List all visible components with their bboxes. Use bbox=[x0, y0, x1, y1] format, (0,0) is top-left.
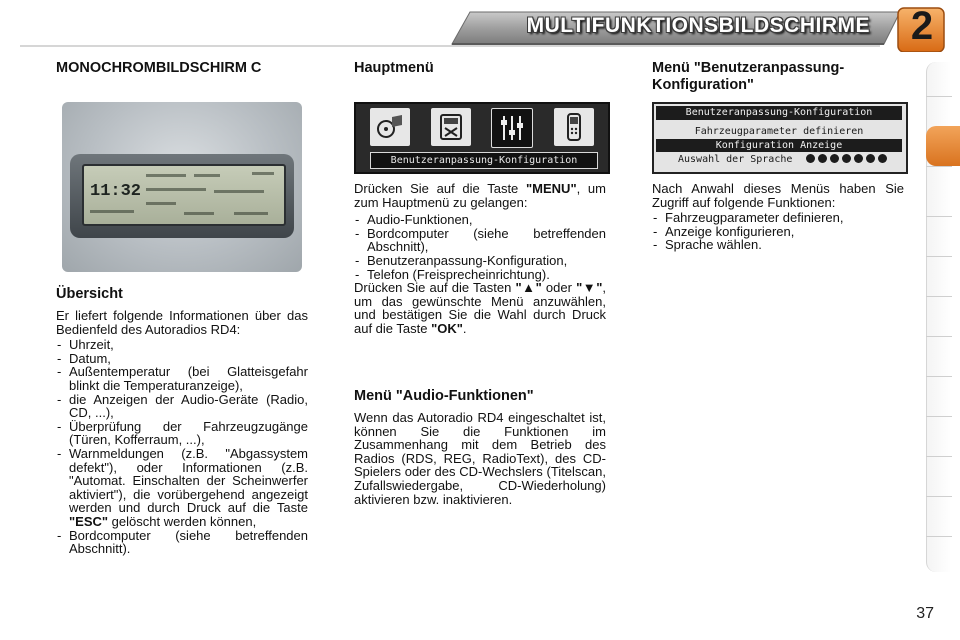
display-segment bbox=[252, 172, 274, 175]
up-key-label: "▲" bbox=[515, 280, 542, 296]
list-item: - Außentemperatur (bei Glatteisgefahr blinkt die Temperaturanzeige), bbox=[56, 365, 308, 392]
middle-column bbox=[354, 60, 606, 77]
audio-functions-text: Wenn das Autoradio RD4 eingeschaltet ist, können Sie die Funktionen im Zusammenhang mit dem Betrieb des Radios (RDS, REG, RadioText), des CD-Spielers oder des CD-Wechslers (Titelscan, Zufallswiedergabe, CD-Wiederholung) aktivieren bzw. inaktivieren. bbox=[354, 410, 606, 507]
main-menu-screen bbox=[354, 102, 610, 174]
nav-text: . bbox=[462, 320, 467, 336]
warn-text: Warnmeldungen (z.B. "Abgassystem defekt"), oder Informationen (z.B. "Automat. Einschalten der Scheinwerfer aktiviert"), die vorübergehend angezeigt werden und durch Druck auf die Taste bbox=[69, 445, 308, 516]
configuration-section bbox=[652, 182, 904, 252]
list-item: - Benutzeranpassung-Konfiguration, bbox=[354, 254, 606, 268]
display-segment bbox=[146, 202, 176, 205]
side-tab[interactable] bbox=[926, 452, 952, 457]
side-tab[interactable] bbox=[926, 532, 952, 537]
overview-intro: Er liefert folgende Informationen über das Bedienfeld des Autoradios RD4: bbox=[56, 308, 308, 337]
flag-icon bbox=[854, 154, 863, 163]
overview-section bbox=[56, 286, 308, 556]
config-screen-title: Benutzeranpassung-Konfiguration bbox=[656, 106, 902, 120]
display-bezel bbox=[70, 154, 294, 238]
dashboard-display-photo bbox=[62, 102, 302, 272]
telephone-icon bbox=[554, 108, 594, 146]
config-row-language bbox=[656, 153, 902, 166]
list-item: - Anzeige konfigurieren, bbox=[652, 225, 904, 239]
section-heading-monochrome: MONOCHROMBILDSCHIRM C bbox=[56, 60, 262, 76]
nav-text: , um das gewünschte Menü anzuwählen, und bestätigen Sie die Wahl durch Druck auf die Taste bbox=[354, 280, 606, 336]
audio-functions-icon bbox=[370, 108, 410, 146]
configuration-intro: Nach Anwahl dieses Menüs haben Sie Zugriff auf folgende Funktionen: bbox=[652, 181, 904, 210]
list-item: - die Anzeigen der Audio-Geräte (Radio, CD, ...), bbox=[56, 393, 308, 420]
flag-icon bbox=[830, 154, 839, 163]
nav-text: oder bbox=[541, 280, 577, 296]
press-tail: , um zum Hauptmenü zu gelangen: bbox=[354, 181, 606, 210]
list-item: - Fahrzeugparameter definieren, bbox=[652, 211, 904, 225]
config-row-label: Auswahl der Sprache bbox=[678, 154, 793, 165]
overview-list bbox=[56, 338, 308, 556]
list-item: - Sprache wählen. bbox=[652, 238, 904, 252]
configuration-icon bbox=[491, 108, 533, 148]
list-item: - Bordcomputer (siehe betreffenden Abschnitt), bbox=[354, 227, 606, 254]
list-item: - Uhrzeit, bbox=[56, 338, 308, 352]
config-row-selected: Konfiguration Anzeige bbox=[656, 139, 902, 152]
display-segment bbox=[194, 174, 220, 177]
list-item: - Audio-Funktionen, bbox=[354, 213, 606, 227]
list-item-warnings bbox=[56, 447, 308, 529]
main-menu-caption: Benutzeranpassung-Konfiguration bbox=[370, 152, 598, 169]
audio-functions-section bbox=[354, 388, 606, 506]
side-tab[interactable] bbox=[926, 92, 952, 97]
configuration-menu-screen bbox=[652, 102, 908, 174]
side-tab[interactable] bbox=[926, 492, 952, 497]
main-menu-icons bbox=[360, 108, 604, 150]
list-item: - Telefon (Freisprecheinrichtung). bbox=[354, 268, 606, 282]
list-item: - Datum, bbox=[56, 352, 308, 366]
display-segment bbox=[90, 210, 134, 213]
side-tab[interactable] bbox=[926, 332, 952, 337]
section-heading-configuration: Menü "Benutzeranpassung-Konfiguration" bbox=[652, 60, 845, 93]
configuration-list bbox=[652, 211, 904, 252]
page-title: MULTIFUNKTIONSBILDSCHIRME bbox=[526, 14, 870, 37]
side-tab[interactable] bbox=[926, 212, 952, 217]
chapter-number: 2 bbox=[910, 4, 934, 48]
warn-tail: gelöscht werden können, bbox=[108, 513, 257, 529]
menu-key-label: "MENU" bbox=[526, 181, 577, 196]
page-header bbox=[0, 0, 960, 52]
section-heading-overview: Übersicht bbox=[56, 286, 123, 302]
flag-icon bbox=[806, 154, 815, 163]
display-segment bbox=[214, 190, 264, 193]
menu-navigation-instruction bbox=[354, 281, 606, 335]
ok-key-label: "OK" bbox=[431, 320, 463, 336]
side-tab[interactable] bbox=[926, 252, 952, 257]
trip-computer-icon bbox=[431, 108, 471, 146]
right-column bbox=[652, 60, 904, 94]
language-flag-icons bbox=[806, 154, 887, 163]
display-segment bbox=[146, 174, 186, 177]
display-segment bbox=[146, 188, 206, 191]
display-screen bbox=[82, 164, 286, 226]
side-tab[interactable] bbox=[926, 412, 952, 417]
section-heading-audio: Menü "Audio-Funktionen" bbox=[354, 388, 534, 404]
flag-icon bbox=[842, 154, 851, 163]
main-menu-section bbox=[354, 182, 606, 336]
config-row: Fahrzeugparameter definieren bbox=[694, 126, 864, 137]
flag-icon bbox=[878, 154, 887, 163]
flag-icon bbox=[866, 154, 875, 163]
display-clock: 11:32 bbox=[90, 182, 142, 201]
left-column bbox=[56, 60, 308, 77]
display-segment bbox=[234, 212, 268, 215]
esc-key-label: "ESC" bbox=[69, 513, 109, 529]
press-text: Drücken Sie auf die Taste bbox=[354, 181, 526, 196]
side-tab[interactable] bbox=[926, 292, 952, 297]
nav-text: Drücken Sie auf die Tasten bbox=[354, 280, 516, 296]
list-item: - Überprüfung der Fahrzeugzugänge (Türen, Kofferraum, ...), bbox=[56, 420, 308, 447]
down-key-label: "▼" bbox=[576, 280, 603, 296]
flag-icon bbox=[818, 154, 827, 163]
side-tab-active-chapter[interactable] bbox=[926, 126, 960, 166]
section-heading-main-menu: Hauptmenü bbox=[354, 60, 434, 76]
page-number: 37 bbox=[916, 605, 934, 622]
side-tab[interactable] bbox=[926, 372, 952, 377]
display-segment bbox=[184, 212, 214, 215]
menu-press-instruction bbox=[354, 182, 606, 209]
list-item: - Bordcomputer (siehe betreffenden Abschnitt). bbox=[56, 529, 308, 556]
main-menu-list bbox=[354, 213, 606, 281]
